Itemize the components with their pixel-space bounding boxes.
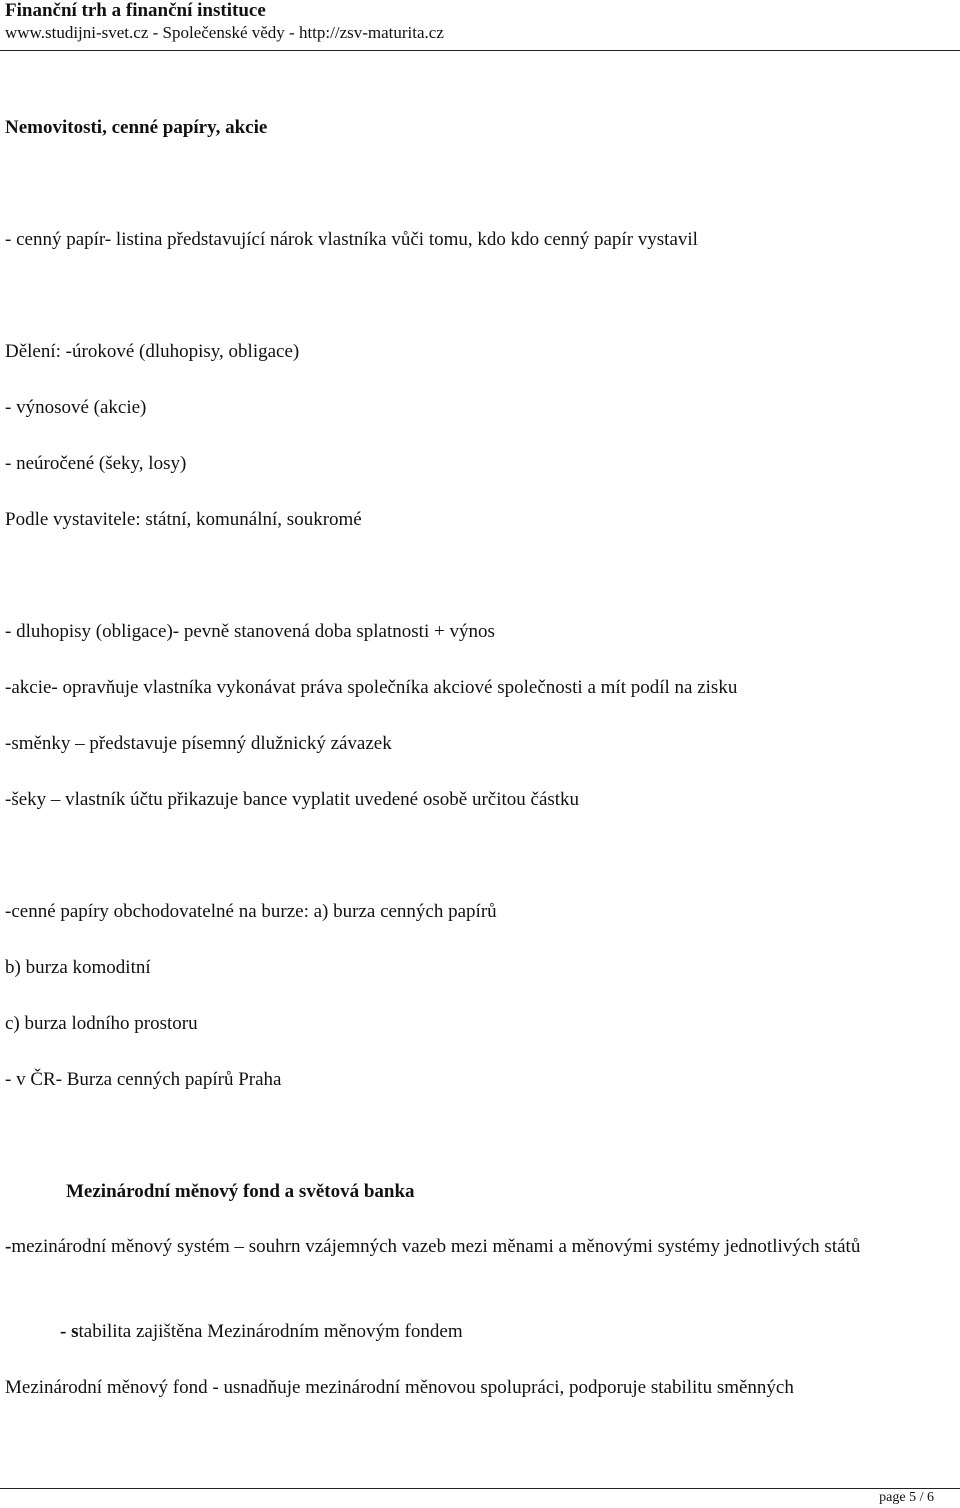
paragraph-issuer: Podle vystavitele: státní, komunální, soukromé [5, 509, 362, 530]
paragraph-bonds: - dluhopisy (obligace)- pevně stanovená doba splatnosti + výnos [5, 621, 495, 642]
paragraph-division-1: Dělení: -úrokové (dluhopisy, obligace) [5, 341, 300, 362]
paragraph-imf: Mezinárodní měnový fond - usnadňuje mezinárodní měnovou spolupráci, podporuje stabilitu směnných [5, 1377, 794, 1398]
paragraph-exchange-b: b) burza komoditní [5, 957, 151, 978]
dash-bold: - [5, 1236, 12, 1257]
paragraph-monetary-system [5, 1233, 935, 1261]
footer-divider [0, 1488, 960, 1489]
page-header [5, 0, 955, 44]
paragraph-definition: - cenný papír- listina představující nárok vlastníka vůči tomu, kdo kdo cenný papír vystavil [5, 229, 698, 250]
paragraph-stability [60, 1320, 463, 1344]
paragraph-division-3: - neúročené (šeky, losy) [5, 453, 187, 474]
paragraph-shares: -akcie- opravňuje vlastníka vykonávat práva společníka akciové společnosti a mít podíl na zisku [5, 677, 738, 698]
header-title: Finanční trh a finanční instituce [5, 0, 266, 21]
stability-bold: - s [60, 1321, 79, 1342]
paragraph-division-2: - výnosové (akcie) [5, 397, 147, 418]
monetary-system-text: mezinárodní měnový systém – souhrn vzájemných vazeb mezi měnami a měnovými systémy jednotlivých států [11, 1236, 861, 1257]
paragraph-exchange-cr: - v ČR- Burza cenných papírů Praha [5, 1069, 282, 1090]
header-divider [0, 50, 960, 51]
page-number: page 5 / 6 [879, 1490, 934, 1505]
section-heading-securities: Nemovitosti, cenné papíry, akcie [5, 117, 268, 138]
paragraph-exchange-a: -cenné papíry obchodovatelné na burze: a) burza cenných papírů [5, 901, 497, 922]
paragraph-exchange-c: c) burza lodního prostoru [5, 1013, 198, 1034]
stability-text: tabilita zajištěna Mezinárodním měnovým fondem [78, 1321, 463, 1342]
paragraph-cheques: -šeky – vlastník účtu přikazuje bance vyplatit uvedené osobě určitou částku [5, 789, 580, 810]
header-subtitle: www.studijni-svet.cz - Společenské vědy - http://zsv-maturita.cz [5, 23, 444, 42]
paragraph-bills: -směnky – představuje písemný dlužnický závazek [5, 733, 392, 754]
section-heading-imf: Mezinárodní měnový fond a světová banka [66, 1181, 415, 1202]
